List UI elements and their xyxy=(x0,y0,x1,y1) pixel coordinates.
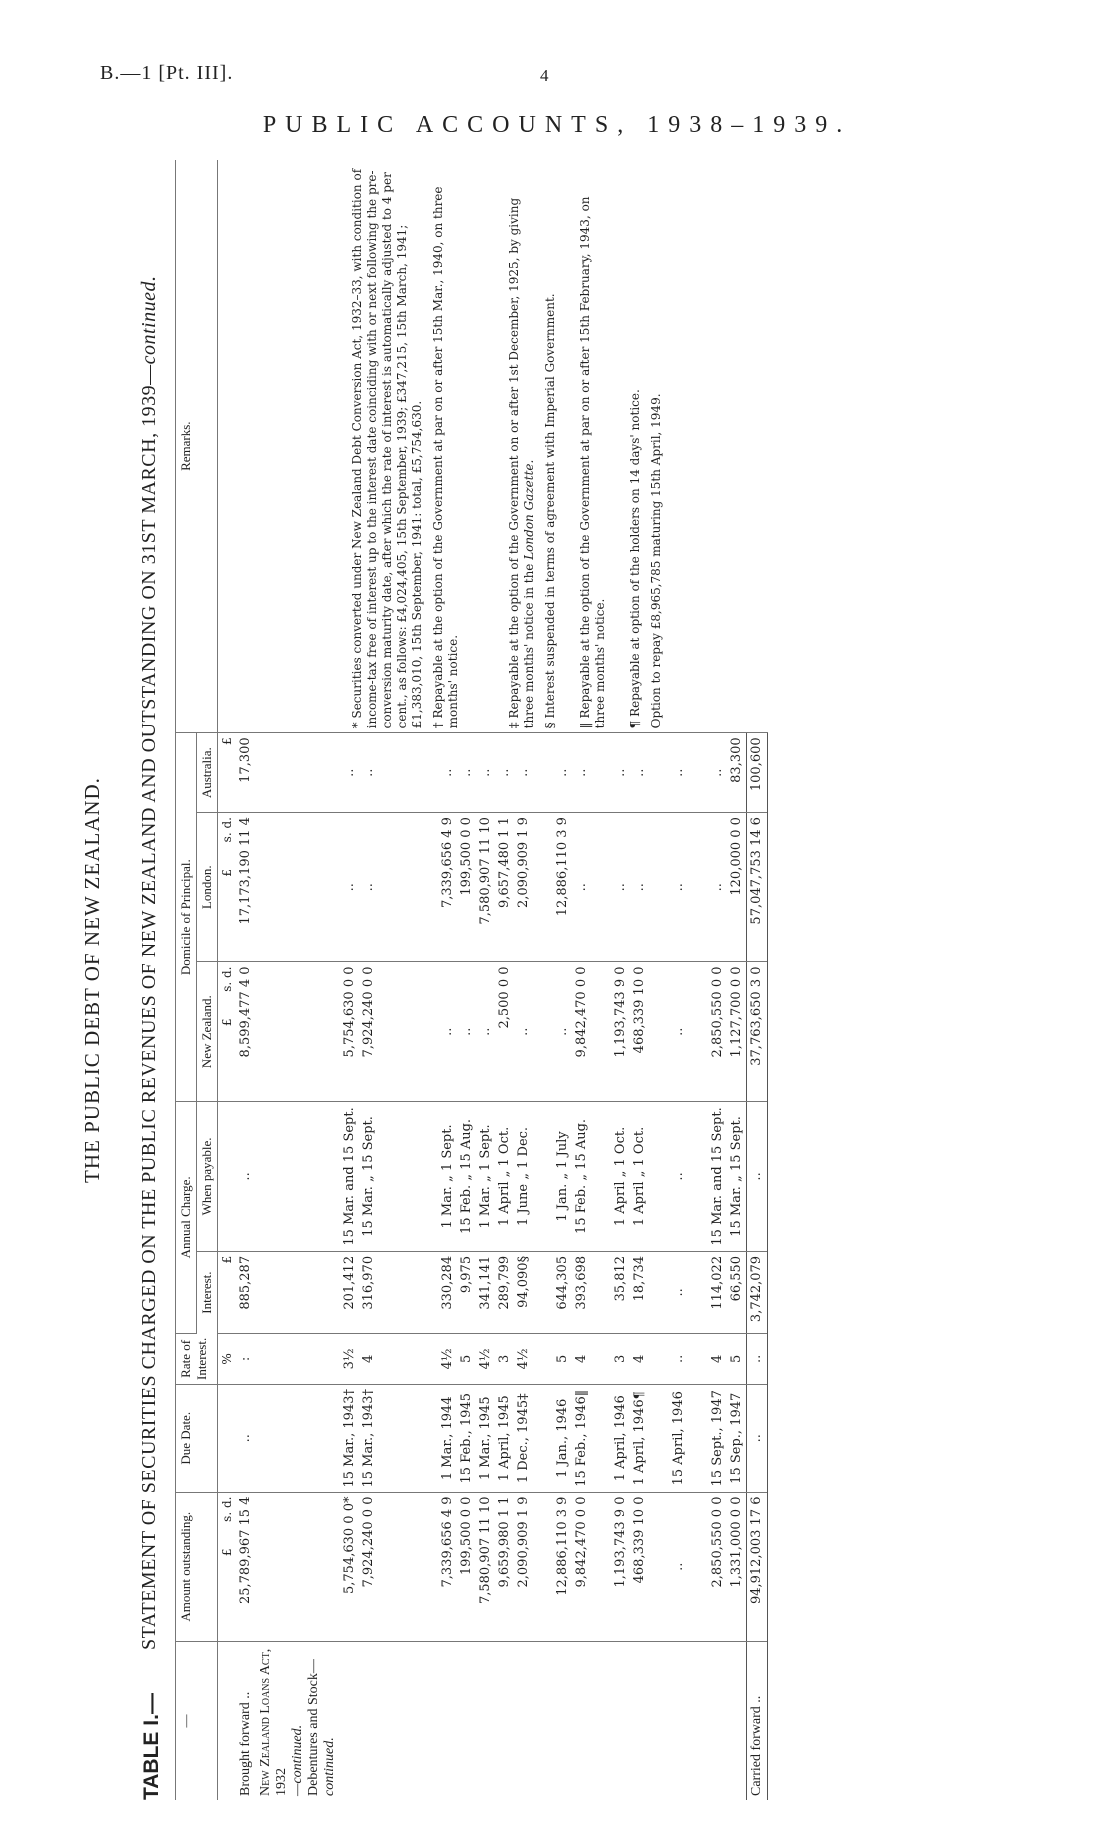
remark-7: Option to repay £8,965,785 maturing 15th April, 1949. xyxy=(649,393,663,729)
table-row: 468,339 10 0 1 April, 1946¶ 4 18,734 1 April „ 1 Oct. 468,339 10 0 .. .. xyxy=(630,160,649,1800)
running-title: PUBLIC ACCOUNTS, 1938–1939. xyxy=(262,112,852,138)
table-label: TABLE I.— xyxy=(140,1693,163,1800)
remark-3: ‡ Repayable at the option of the Government on or after 1st December, 1925, by giving three months' notice in the London Gazette. xyxy=(507,197,536,729)
page-number: 4 xyxy=(540,66,549,85)
header-australia: Australia. xyxy=(197,733,218,813)
page-reference: B.—1 [Pt. III]. xyxy=(100,62,234,84)
table-row: 2,850,550 0 0 15 Sept., 1947 4 114,022 15 Mar. and 15 Sept. 2,850,550 0 0 .. .. xyxy=(708,160,727,1800)
header-description: — xyxy=(176,1641,218,1800)
carried-forward-label: Carried forward xyxy=(749,1706,764,1796)
public-debt-table xyxy=(175,160,768,1800)
table-subtitle: STATEMENT OF SECURITIES CHARGED ON THE PUBLIC REVENUES OF NEW ZEALAND AND OUTSTANDING ON 31ST MARCH, 1939—continued. xyxy=(138,275,160,1650)
header-amount: Amount outstanding. xyxy=(176,1492,218,1641)
header-due-date: Due Date. xyxy=(176,1385,218,1493)
section-heading: New Zealand Loans Act, 1932 —continued. Debentures and Stock—continued. xyxy=(258,1648,337,1796)
table-subtitle-continued: continued. xyxy=(138,275,160,365)
header-when-payable: When payable. xyxy=(197,1101,218,1251)
header-annual-charge: Annual Charge. xyxy=(176,1101,197,1333)
table-row: 199,500 0 0 15 Feb., 1945 5 9,975 15 Feb. „ 15 Aug. .. 199,500 0 0 .. xyxy=(457,160,476,1800)
table-row: 1,331,000 0 0 15 Sep., 1947 5 66,550 15 Mar. „ 15 Sept. 1,127,700 0 0 120,000 0 0 83,300 xyxy=(727,160,747,1800)
table-row: 12,886,110 3 9 1 Jan., 1946 5 644,305 1 Jan. „ 1 July .. 12,886,110 3 9 .. xyxy=(553,160,572,1800)
table-row: 7,580,907 11 10 1 Mar., 1945 4½ 341,141 1 Mar. „ 1 Sept. .. 7,580,907 11 10 .. xyxy=(476,160,495,1800)
table-row: 9,659,980 1 1 1 April, 1945 3 289,799 1 April „ 1 Oct. 2,500 0 0 9,657,480 1 1 .. xyxy=(495,160,514,1800)
table-row: .. 15 April, 1946 .. .. .. .. .. .. xyxy=(669,160,688,1800)
remarks-cell xyxy=(218,160,768,733)
header-rate: Rate of Interest. xyxy=(176,1333,218,1384)
remark-6: ¶ Repayable at option of the holders on 14 days' notice. xyxy=(628,389,642,729)
table-row: 5,754,630 0 0* 15 Mar., 1943† 3½ 201,412 15 Mar. and 15 Sept. 5,754,630 0 0 .. .. xyxy=(340,160,359,1800)
brought-forward-label: Brought forward xyxy=(238,1702,253,1796)
table-main-title: THE PUBLIC DEBT OF NEW ZEALAND. xyxy=(80,777,104,1183)
brought-forward-row: Brought forward .. 25,789,967 15 4 .. : 885,287 .. 8,599,477 4 0 17,173,190 11 4 17,300 xyxy=(236,160,256,1800)
table-row: 2,090,909 1 9 1 Dec., 1945‡ 4½ 94,090§ 1 June „ 1 Dec. .. 2,090,909 1 9 .. xyxy=(514,160,533,1800)
table-row: 7,339,656 4 9 1 Mar., 1944 4½ 330,284 1 Mar. „ 1 Sept. .. 7,339,656 4 9 .. xyxy=(438,160,457,1800)
table-row: 7,924,240 0 0 15 Mar., 1943† 4 316,970 15 Mar. „ 15 Sept. 7,924,240 0 0 .. .. xyxy=(359,160,378,1800)
remark-1: * Securities converted under New Zealand Debt Conversion Act, 1932–33, with condition of income-tax free of interest up to the interest date coinciding with or next following the pre-conversion maturity date, after which the rate of interest is automatically adjusted to 4 per cent., as follows: £4,024,405, 15th September, 1939; £347,215, 15th March, 1941; £1,383,010, 15th September, 1941: total, £5,754,630. xyxy=(350,168,424,729)
units-row: £ s. d. % £ £ s. d. £ s. d. £ * Securities converted under New Zealand Debt Conversion Act, 1932–33, with condition of income-tax free of interest up to the interest date coinciding with or next following the pre-conversion maturity date, after which the rate of interest is automatically adjusted to 4 per cent., as follows: £4,024,405, 15th September, 1939; £347,215, 15th March, 1941; £1,383,010, 15th September, 1941: total, £5,754,630. † Repayable at the option of the Government at par on or after 15th Mar., 1940, on three months' notice. ‡ Repayable at the option of the Government on or after 1st December, 1925, by giving three months' notice in the London Gazette. § Interest suspended in terms of agreement with Imperial Government. ‖ Repayable at the option of the Government at par on or after 15th February, 1943, on three months' notice. ¶ Repayable at option of the holders on 14 days' notice. Option to repay £8,965,785 maturing 15th April, 1949. xyxy=(218,160,237,1800)
header-domicile: Domicile of Principal. xyxy=(176,733,197,1102)
header-interest: Interest. xyxy=(197,1251,218,1333)
rotated-table-sheet xyxy=(80,160,1080,1800)
table-row: 1,193,743 9 0 1 April, 1946 3 35,812 1 April „ 1 Oct. 1,193,743 9 0 .. .. xyxy=(611,160,630,1800)
remark-2: † Repayable at the option of the Government at par on or after 15th Mar., 1940, on three months' notice. xyxy=(431,186,460,729)
table-row: 9,842,470 0 0 15 Feb., 1946‖ 4 393,698 15 Feb. „ 15 Aug. 9,842,470 0 0 .. .. xyxy=(572,160,591,1800)
carried-forward-row: Carried forward .. 94,912,003 17 6 .. .. 3,742,079 .. 37,763,650 3 0 57,047,753 14 6 100,600 xyxy=(747,160,768,1800)
remark-4: § Interest suspended in terms of agreement with Imperial Government. xyxy=(543,293,557,729)
header-new-zealand: New Zealand. xyxy=(197,962,218,1101)
header-remarks: Remarks. xyxy=(176,160,218,733)
header-london: London. xyxy=(197,813,218,962)
remark-5: ‖ Repayable at the option of the Government at par on or after 15th February, 1943, on three months' notice. xyxy=(578,196,607,729)
